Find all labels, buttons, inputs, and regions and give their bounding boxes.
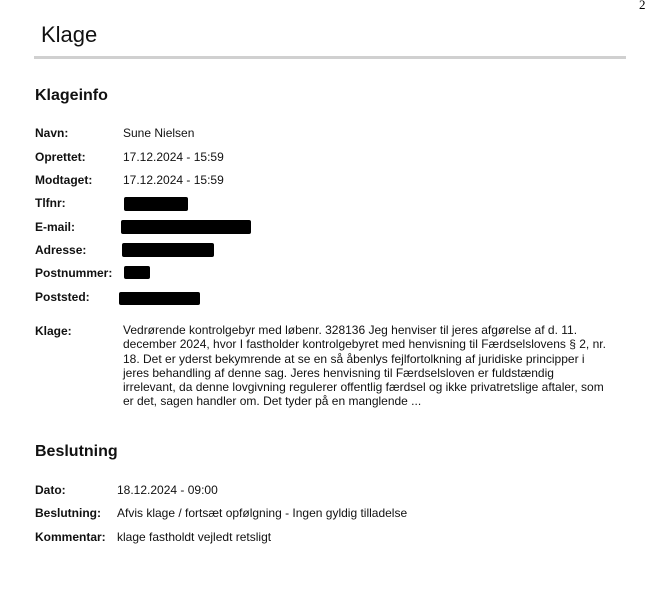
page-number: 2 bbox=[639, 0, 646, 12]
modtaget-value: 17.12.2024 - 15:59 bbox=[123, 173, 224, 187]
tlfnr-label: Tlfnr: bbox=[35, 196, 66, 210]
klage-text: Vedrørende kontrolgebyr med løbenr. 328136 Jeg henviser til jeres afgørelse af d. 11. december 2024, hvor I fastholder kontrolgebyret med henvisning til Færdselslovens § 2, nr. 18. Det er yderst bekymrende at se en så åbenlys fejlfortolkning af juridiske principper i jeres behandling af denne sag. Jeres henvisning til Færdselsloven er fuldstændig irrelevant, da denne lovgivning regulerer offentlig færdsel og ikke privatretslige aftaler, som er det, sagen handler om. Det tyder på en manglende ... bbox=[123, 323, 606, 409]
dato-label: Dato: bbox=[35, 483, 66, 497]
beslutning-value: Afvis klage / fortsæt opfølgning - Ingen gyldig tilladelse bbox=[117, 506, 408, 520]
title-divider bbox=[34, 56, 626, 59]
adresse-redaction bbox=[122, 243, 214, 257]
kommentar-value: klage fastholdt vejledt retsligt bbox=[117, 530, 272, 544]
email-redaction bbox=[121, 220, 251, 234]
klageinfo-heading: Klageinfo bbox=[35, 87, 108, 104]
kommentar-label: Kommentar: bbox=[35, 530, 106, 544]
dato-value: 18.12.2024 - 09:00 bbox=[117, 483, 218, 497]
page-title: Klage bbox=[41, 22, 98, 47]
poststed-label: Poststed: bbox=[35, 290, 90, 304]
oprettet-label: Oprettet: bbox=[35, 150, 86, 164]
postnummer-redaction bbox=[124, 266, 150, 279]
oprettet-value: 17.12.2024 - 15:59 bbox=[123, 150, 224, 164]
postnummer-label: Postnummer: bbox=[35, 266, 113, 280]
klage-label: Klage: bbox=[35, 324, 72, 338]
navn-label: Navn: bbox=[35, 126, 69, 140]
adresse-label: Adresse: bbox=[35, 243, 87, 257]
tlfnr-redaction bbox=[124, 197, 188, 211]
beslutning-label: Beslutning: bbox=[35, 506, 101, 520]
poststed-redaction bbox=[119, 292, 200, 305]
beslutning-heading: Beslutning bbox=[35, 443, 118, 460]
email-label: E-mail: bbox=[35, 220, 76, 234]
navn-value: Sune Nielsen bbox=[123, 126, 195, 140]
modtaget-label: Modtaget: bbox=[35, 173, 93, 187]
